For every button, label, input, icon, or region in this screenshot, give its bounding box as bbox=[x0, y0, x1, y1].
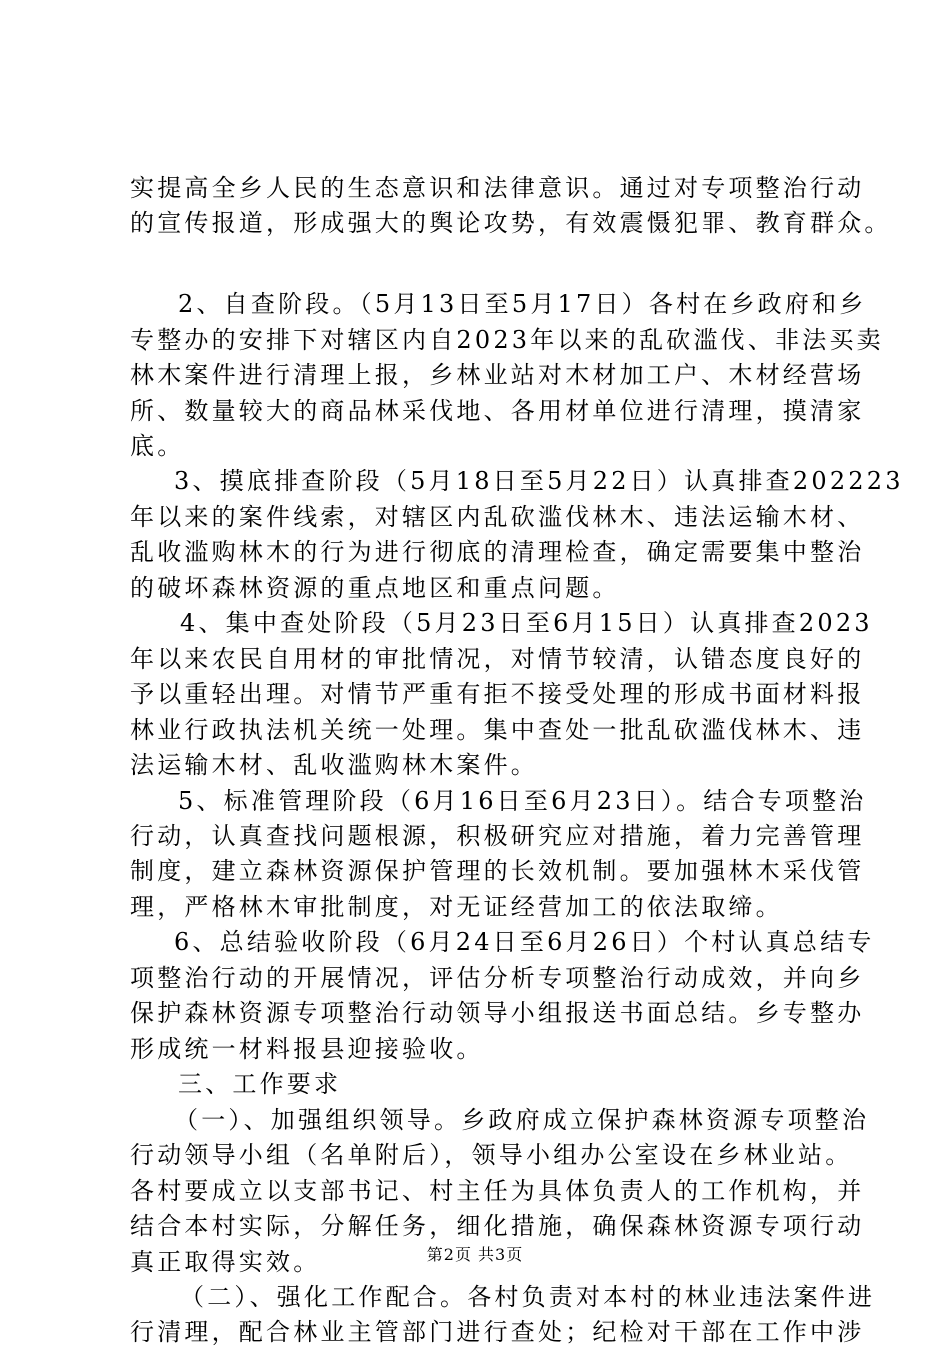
text-line-18: 行动，认真查找问题根源，积极研究应对措施，着力完善管理 bbox=[130, 822, 865, 850]
text-line-10: 乱收滥购林木的行为进行彻底的清理检查，确定需要集中整治 bbox=[130, 538, 865, 566]
text-line-13: 年以来农民自用材的审批情况，对情节较清，认错态度良好的 bbox=[130, 645, 865, 673]
text-line-30: 真正取得实效。 bbox=[130, 1248, 321, 1276]
text-line-17: 5、标准管理阶段（6月16日至6月23日）。结合专项整治 bbox=[178, 787, 867, 815]
text-line-23: 保护森林资源专项整治行动领导小组报送书面总结。乡专整办 bbox=[130, 999, 865, 1027]
text-line-1: 实提高全乡人民的生态意识和法律意识。通过对专项整治行动 bbox=[130, 174, 865, 202]
text-line-31: （二）、强化工作配合。各村负责对本村的林业违法案件进 bbox=[180, 1283, 876, 1311]
text-line-8: 3、摸底排查阶段（5月18日至5月22日）认真排查202223 bbox=[174, 467, 904, 495]
text-line-26: （一）、加强组织领导。乡政府成立保护森林资源专项整治 bbox=[174, 1106, 870, 1134]
text-line-27: 行动领导小组（名单附后），领导小组办公室设在乡林业站。 bbox=[130, 1141, 853, 1169]
text-line-3: 2、自查阶段。（5月13日至5月17日）各村在乡政府和乡 bbox=[178, 290, 867, 318]
page-footer: 第2页 共3页 bbox=[426, 1245, 524, 1264]
text-line-21: 6、总结验收阶段（6月24日至6月26日）个村认真总结专 bbox=[174, 928, 875, 956]
text-line-16: 法运输木材、乱收滥购林木案件。 bbox=[130, 751, 538, 779]
text-line-7: 底。 bbox=[130, 432, 185, 460]
text-line-4: 专整办的安排下对辖区内自2023年以来的乱砍滥伐、非法买卖 bbox=[130, 326, 884, 354]
text-line-28: 各村要成立以支部书记、村主任为具体负责人的工作机构，并 bbox=[130, 1177, 865, 1205]
text-line-9: 年以来的案件线索，对辖区内乱砍滥伐林木、违法运输木材、 bbox=[130, 503, 865, 531]
text-line-6: 所、数量较大的商品林采伐地、各用材单位进行清理，摸清家 bbox=[130, 397, 865, 425]
text-line-14: 予以重轻出理。对情节严重有拒不接受处理的形成书面材料报 bbox=[130, 680, 865, 708]
text-line-20: 理，严格林木审批制度，对无证经营加工的依法取缔。 bbox=[130, 893, 783, 921]
text-line-24: 形成统一材料报县迎接验收。 bbox=[130, 1035, 484, 1063]
text-line-5: 林木案件进行清理上报，乡林业站对木材加工户、木材经营场 bbox=[130, 361, 865, 389]
text-line-2: 的宣传报道，形成强大的舆论攻势，有效震慑犯罪、教育群众。 bbox=[130, 209, 892, 237]
text-line-32: 行清理，配合林业主管部门进行查处；纪检对干部在工作中涉 bbox=[130, 1318, 865, 1346]
text-line-11: 的破坏森林资源的重点地区和重点问题。 bbox=[130, 574, 620, 602]
text-line-29: 结合本村实际，分解任务，细化措施，确保森林资源专项行动 bbox=[130, 1212, 865, 1240]
text-line-15: 林业行政执法机关统一处理。集中查处一批乱砍滥伐林木、违 bbox=[130, 716, 865, 744]
text-line-12: 4、集中查处阶段（5月23日至6月15日）认真排查2023 bbox=[180, 609, 873, 637]
text-line-19: 制度，建立森林资源保护管理的长效机制。要加强林木采伐管 bbox=[130, 857, 865, 885]
text-line-22: 项整治行动的开展情况，评估分析专项整治行动成效，并向乡 bbox=[130, 964, 865, 992]
section-heading: 三、工作要求 bbox=[178, 1070, 342, 1098]
